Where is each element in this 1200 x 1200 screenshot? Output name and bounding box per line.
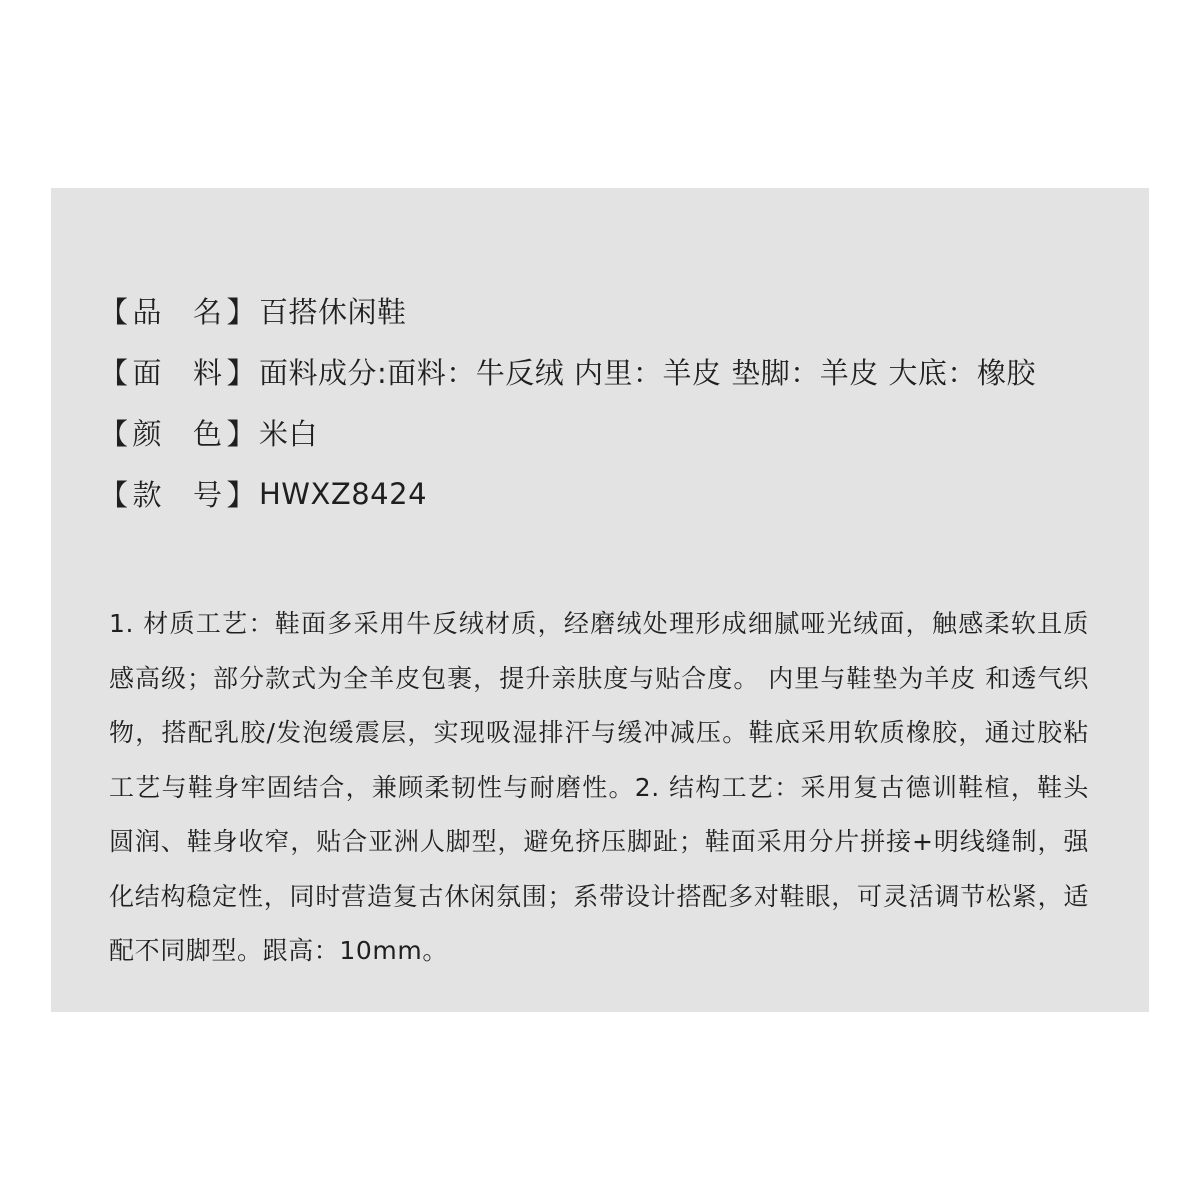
label-char: 面	[132, 356, 163, 390]
label-char: 款	[132, 478, 163, 512]
spec-row-model-number	[99, 463, 1139, 524]
label-char: 名	[193, 295, 223, 329]
spec-row-color	[99, 402, 1139, 463]
spec-label	[99, 412, 259, 453]
spec-list	[99, 280, 1139, 524]
spec-value-material: 面料成分:面料：牛反绒 内里：羊皮 垫脚：羊皮 大底：橡胶	[259, 356, 1036, 390]
label-char: 料	[193, 356, 223, 390]
bracket-open: 【	[99, 417, 129, 451]
bracket-close: 】	[226, 417, 257, 451]
product-info-card	[51, 188, 1149, 1012]
product-description: 1. 材质工艺：鞋面多采用牛反绒材质，经磨绒处理形成细腻哑光绒面，触感柔软且质感高级；部分款式为全羊皮包裹，提升亲肤度与贴合度。 内里与鞋垫为羊皮 和透气织物，搭配乳胶/发泡缓震层，实现吸湿排汗与缓冲减压。鞋底采用软质橡胶，通过胶粘工艺与鞋身牢固结合，兼顾柔韧性与耐磨性。2. 结构工艺：采用复古德训鞋楦，鞋头圆润、鞋身收窄，贴合亚洲人脚型，避免挤压脚趾；鞋面采用分片拼接+明线缝制，强化结构稳定性，同时营造复古休闲氛围；系带设计搭配多对鞋眼，可灵活调节松紧，适配不同脚型。跟高：10mm。	[109, 609, 1089, 965]
spec-label	[99, 290, 259, 331]
label-char: 色	[193, 417, 223, 451]
bracket-open: 【	[99, 295, 129, 329]
spec-value-product-name: 百搭休闲鞋	[259, 295, 407, 329]
spec-value-color: 米白	[259, 417, 319, 451]
label-char: 颜	[132, 417, 163, 451]
bracket-close: 】	[226, 295, 257, 329]
label-char: 品	[132, 295, 163, 329]
spec-label	[99, 351, 259, 392]
spec-value-model-number: HWXZ8424	[259, 476, 428, 511]
spec-row-product-name	[99, 280, 1139, 341]
bracket-open: 【	[99, 478, 129, 512]
spec-row-material	[99, 341, 1139, 402]
bracket-open: 【	[99, 356, 129, 390]
spec-label	[99, 473, 259, 514]
bracket-close: 】	[226, 478, 257, 512]
bracket-close: 】	[226, 356, 257, 390]
label-char: 号	[193, 478, 223, 512]
